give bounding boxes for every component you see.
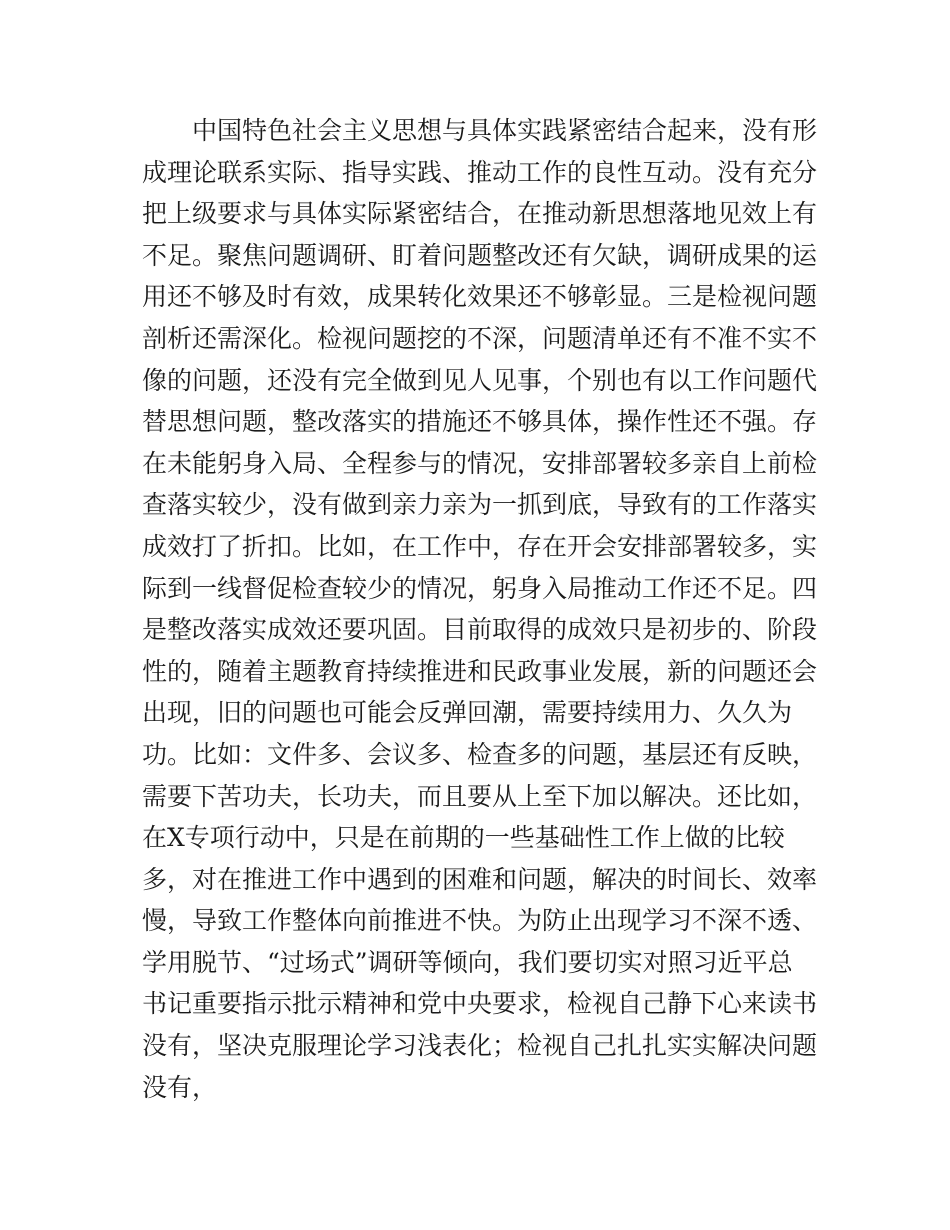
text-line: 没有，坚决克服理论学习浅表化；检视自己扎扎实实解决问题	[142, 1031, 818, 1061]
text-line: 替思想问题，整改落实的措施还不够具体，操作性还不强。存	[142, 407, 818, 437]
text-line: 书记重要指示批示精神和党中央要求，检视自己静下心来读书	[142, 989, 818, 1019]
text-line: 慢，导致工作整体向前推进不快。为防止出现学习不深不透、	[142, 906, 818, 936]
text-line: 功。比如：文件多、会议多、检查多的问题，基层还有反映，	[142, 739, 818, 769]
text-line: 性的，随着主题教育持续推进和民政事业发展，新的问题还会	[142, 656, 818, 686]
text-line: 在未能躬身入局、全程参与的情况，安排部署较多亲自上前检	[142, 448, 818, 478]
text-line: 像的问题，还没有完全做到见人见事，个别也有以工作问题代	[142, 365, 818, 395]
text-line: 在X专项行动中，只是在前期的一些基础性工作上做的比较	[142, 823, 785, 853]
text-line: 中国特色社会主义思想与具体实践紧密结合起来，没有形	[192, 116, 818, 145]
text-line: 不足。聚焦问题调研、盯着问题整改还有欠缺，调研成果的运	[142, 240, 818, 270]
text-line: 出现，旧的问题也可能会反弹回潮，需要持续用力、久久为	[142, 698, 793, 728]
text-line: 需要下苦功夫，长功夫，而且要从上至下加以解决。还比如，	[142, 781, 818, 811]
text-line: 成理论联系实际、指导实践、推动工作的良性互动。没有充分	[142, 157, 818, 187]
text-line: 没有，	[142, 1072, 218, 1102]
text-line: 成效打了折扣。比如，在工作中，存在开会安排部署较多，实	[142, 531, 818, 561]
text-line: 学用脱节、“过场式”调研等倾向，我们要切实对照习近平总	[142, 947, 793, 977]
text-line: 剖析还需深化。检视问题挖的不深，问题清单还有不准不实不	[142, 323, 818, 353]
text-line: 多，对在推进工作中遇到的困难和问题，解决的时间长、效率	[142, 864, 818, 894]
text-line: 用还不够及时有效，成果转化效果还不够彰显。三是检视问题	[142, 282, 818, 312]
text-line: 是整改落实成效还要巩固。目前取得的成效只是初步的、阶段	[142, 615, 818, 645]
text-line: 查落实较少，没有做到亲力亲为一抓到底，导致有的工作落实	[142, 490, 818, 520]
text-line: 际到一线督促检查较少的情况，躬身入局推动工作还不足。四	[142, 573, 818, 603]
text-line: 把上级要求与具体实际紧密结合，在推动新思想落地见效上有	[142, 199, 818, 229]
body-paragraph	[142, 110, 822, 1108]
